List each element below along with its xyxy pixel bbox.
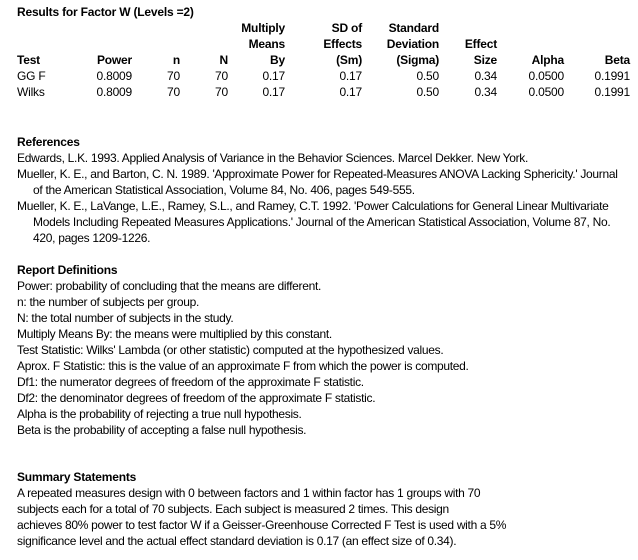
reference-item: Mueller, K. E., LaVange, L.E., Ramey, S.L., and Ramey, C.T. 1992. 'Power Calculations for General Linear Multivariate Models Including Repeated Measures Applications.' Journal of the American Statistical Association, Volume 87, No. 420, pages 1209-1226. (17, 199, 611, 245)
reference-item: Mueller, K. E., and Barton, C. N. 1989. 'Approximate Power for Repeated-Measures ANOVA Lacking Sphericity.' Journal of the American Statistical Association, Volume 84, No. 406, pages 549-555. (17, 167, 618, 197)
definitions-section (17, 262, 627, 438)
header-effect-size-line1: Effect (464, 37, 497, 51)
header-sd-effects-line1: SD of (331, 21, 362, 35)
definition-line: n: the number of subjects per group. (17, 295, 199, 309)
row2-beta: 0.1991 (594, 85, 630, 99)
row1-beta: 0.1991 (594, 69, 630, 83)
row1-sd-effects: 0.17 (339, 69, 362, 83)
row2-n: 70 (167, 85, 180, 99)
header-total-n: N (219, 53, 228, 67)
header-power: Power (96, 53, 132, 67)
row2-multiply: 0.17 (262, 85, 285, 99)
header-std-dev-line1: Standard (388, 21, 439, 35)
summary-heading: Summary Statements (17, 470, 137, 484)
results-table (0, 20, 638, 110)
row1-total-n: 70 (215, 69, 228, 83)
row2-test: Wilks (17, 85, 45, 99)
references-heading: References (17, 135, 80, 149)
summary-line: significance level and the actual effect standard deviation is 0.17 (an effect size of 0.34). (17, 534, 457, 548)
header-effect-size-line2: Size (473, 53, 497, 67)
row1-effect-size: 0.34 (474, 69, 497, 83)
header-std-dev-line2: Deviation (386, 37, 439, 51)
report-title: Results for Factor W (Levels =2) (17, 5, 194, 19)
row1-std-dev: 0.50 (416, 69, 439, 83)
definition-line: Df1: the numerator degrees of freedom of the approximate F statistic. (17, 375, 364, 389)
row2-effect-size: 0.34 (474, 85, 497, 99)
row1-test: GG F (17, 69, 46, 83)
row2-total-n: 70 (215, 85, 228, 99)
summary-line: achieves 80% power to test factor W if a Geisser-Greenhouse Corrected F Test is used with a 5% (17, 518, 507, 532)
header-multiply-line2: Means (248, 37, 285, 51)
header-multiply-line1: Multiply (241, 21, 285, 35)
definition-line: Multiply Means By: the means were multiplied by this constant. (17, 327, 332, 341)
definition-line: Alpha is the probability of rejecting a true null hypothesis. (17, 407, 302, 421)
definition-line: N: the total number of subjects in the study. (17, 311, 234, 325)
definition-line: Df2: the denominator degrees of freedom of the approximate F statistic. (17, 391, 376, 405)
definition-line: Test Statistic: Wilks' Lambda (or other statistic) computed at the hypothesized values. (17, 343, 444, 357)
header-beta: Beta (604, 53, 630, 67)
header-std-dev-line3: (Sigma) (396, 53, 439, 67)
header-n: n (172, 53, 180, 67)
header-multiply-line3: By (270, 53, 285, 67)
row2-std-dev: 0.50 (416, 85, 439, 99)
references-section (17, 134, 627, 246)
row2-sd-effects: 0.17 (339, 85, 362, 99)
definition-line: Power: probability of concluding that the means are different. (17, 279, 322, 293)
summary-line: subjects each for a total of 70 subjects. Each subject is measured 2 times. This design (17, 502, 449, 516)
row1-power: 0.8009 (96, 69, 132, 83)
row2-alpha: 0.0500 (528, 85, 564, 99)
summary-section (17, 469, 627, 549)
definition-line: Beta is the probability of accepting a false null hypothesis. (17, 423, 307, 437)
row1-multiply: 0.17 (262, 69, 285, 83)
row1-alpha: 0.0500 (528, 69, 564, 83)
reference-item: Edwards, L.K. 1993. Applied Analysis of Variance in the Behavior Sciences. Marcel Dekker. New York. (17, 151, 529, 165)
header-alpha: Alpha (531, 53, 564, 67)
header-test: Test (17, 53, 40, 67)
definition-line: Aprox. F Statistic: this is the value of an approximate F from which the power is computed. (17, 359, 469, 373)
definitions-heading: Report Definitions (17, 263, 118, 277)
header-sd-effects-line2: Effects (323, 37, 362, 51)
row1-n: 70 (167, 69, 180, 83)
row2-power: 0.8009 (96, 85, 132, 99)
summary-line: A repeated measures design with 0 between factors and 1 within factor has 1 groups with 70 (17, 486, 481, 500)
header-sd-effects-line3: (Sm) (336, 53, 362, 67)
